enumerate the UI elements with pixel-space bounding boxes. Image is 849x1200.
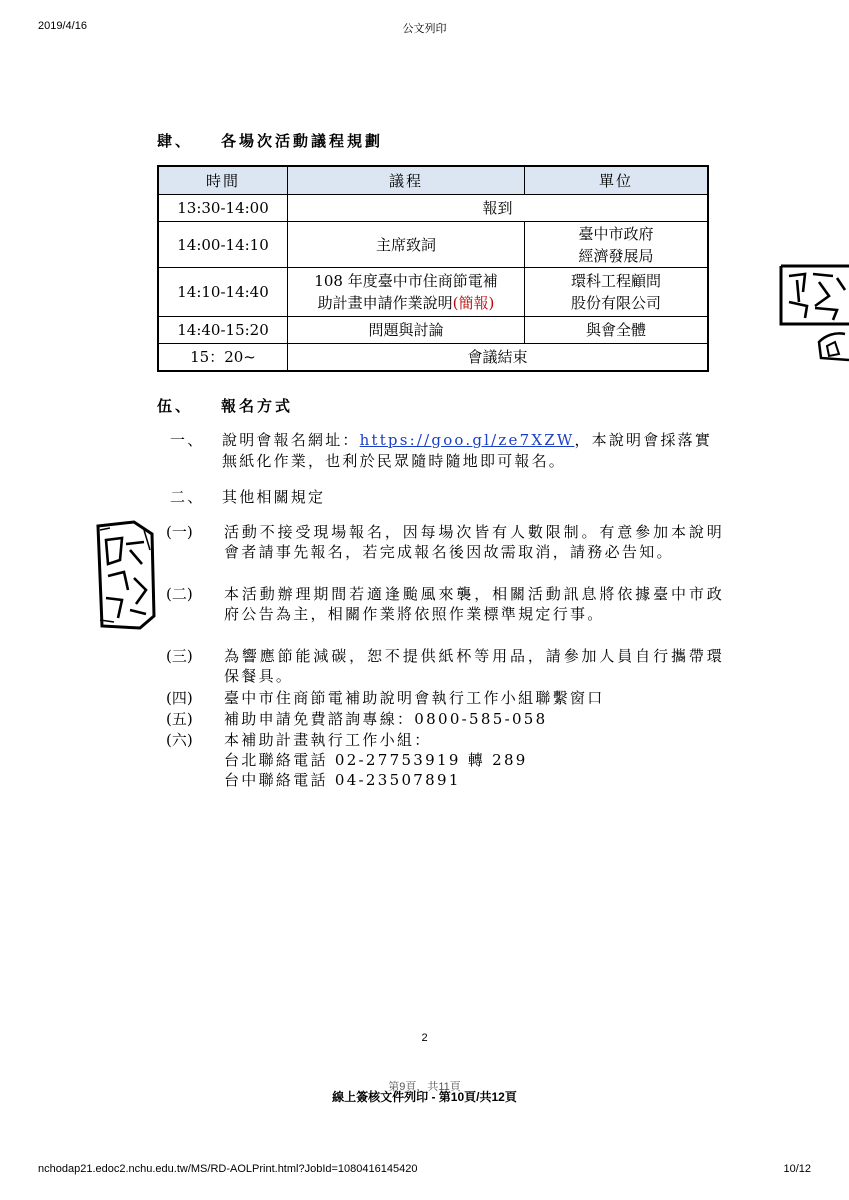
- header-date: 2019/4/16: [38, 20, 87, 32]
- table-header-row: [158, 166, 708, 195]
- row-agenda: [288, 268, 525, 317]
- list-item-label: (二): [166, 585, 193, 603]
- row-unit-line: 環科工程顧問: [570, 272, 661, 290]
- table-row: [158, 222, 708, 268]
- seal-stamp-left-icon: [94, 520, 156, 632]
- taichung-phone: 台中聯絡電話 04-23507891: [224, 771, 461, 789]
- list-item: [166, 730, 726, 792]
- header-unit: 單位: [525, 166, 709, 195]
- item-2-text: 其他相關規定: [222, 488, 326, 506]
- list-item-text: 本活動辦理期間若適逢颱風來襲，相關活動訊息將依據臺中市政府公告為主，相關作業將依照作業標準規定行事。: [224, 585, 724, 623]
- row-time: 14:40-15:20: [158, 317, 288, 344]
- section-5-heading: [157, 395, 293, 416]
- item-2-number: 二、: [170, 488, 205, 506]
- agenda-table: [157, 165, 709, 372]
- page-number: 2: [421, 1032, 428, 1044]
- item-1-prefix: 說明會報名網址：: [222, 431, 360, 449]
- list-item-label: (五): [166, 710, 193, 728]
- header-agenda: 議程: [288, 166, 525, 195]
- row-agenda-line: 108 年度臺中市住商節電補: [314, 272, 498, 290]
- seal-stamp-right-icon: [775, 262, 849, 362]
- list-item: [166, 646, 726, 688]
- table-row: [158, 195, 708, 222]
- row-unit-line: 臺中市政府: [578, 224, 654, 243]
- section-5-number: 伍、: [157, 397, 194, 415]
- row-time: 14:00-14:10: [158, 222, 288, 268]
- table-row: [158, 317, 708, 344]
- list-item: [166, 709, 726, 730]
- list-item: [166, 522, 726, 584]
- row-unit: [525, 222, 709, 268]
- list-item-text: 為響應節能減碳，恕不提供紙杯等用品，請參加人員自行攜帶環保餐具。: [224, 647, 724, 685]
- row-time: 14:10-14:40: [158, 268, 288, 317]
- row-agenda: 報到: [288, 195, 709, 222]
- item-1-line-1: [222, 430, 712, 450]
- briefing-highlight: (簡報): [452, 294, 495, 312]
- row-agenda-line: [288, 292, 524, 314]
- list-item-label: (六): [166, 731, 193, 749]
- list-item-text: 補助申請免費諮詢專線：0800-585-058: [224, 710, 548, 728]
- list-item-label: (四): [166, 689, 193, 707]
- row-time: 13:30-14:00: [158, 195, 288, 222]
- registration-link[interactable]: https://goo.gl/ze7XZW: [359, 431, 575, 449]
- list-item-text: 臺中市住商節電補助說明會執行工作小組聯繫窗口: [224, 689, 605, 707]
- footer-url: nchodap21.edoc2.nchu.edu.tw/MS/RD-AOLPrint.html?JobId=1080416145420: [38, 1163, 418, 1175]
- row-agenda-text: 助計畫申請作業說明: [317, 294, 453, 312]
- table-row: [158, 344, 708, 371]
- taipei-phone: 台北聯絡電話 02-27753919 轉 289: [224, 751, 528, 769]
- section-4-number: 肆、: [157, 132, 194, 150]
- list-item-text: 活動不接受現場報名，因每場次皆有人數限制。有意參加本說明會者請事先報名，若完成報名後因故需取消，請務必告知。: [224, 523, 724, 561]
- item-1-number: 一、: [170, 431, 205, 449]
- list-item: [166, 584, 726, 646]
- print-page-info-underlay: 第9頁，共11頁: [388, 1081, 461, 1093]
- row-agenda: 會議結束: [288, 344, 709, 371]
- item-1-line-2: 無紙化作業，也利於民眾隨時隨地即可報名。: [222, 452, 567, 470]
- row-time: 15：20~: [158, 344, 288, 371]
- section-4-title: 各場次活動議程規劃: [221, 132, 384, 150]
- row-unit-line: 股份有限公司: [570, 294, 661, 312]
- table-row: [158, 268, 708, 317]
- row-unit: 與會全體: [525, 317, 709, 344]
- header-time: 時間: [158, 166, 288, 195]
- list-item-text: [224, 730, 724, 790]
- row-unit-line: 經濟發展局: [578, 246, 654, 265]
- list-item-label: (三): [166, 647, 193, 665]
- list-item: [166, 688, 726, 709]
- section-5-title: 報名方式: [221, 397, 294, 415]
- row-agenda: 問題與討論: [288, 317, 525, 344]
- contact-heading: 本補助計畫執行工作小組：: [224, 731, 432, 749]
- header-title: 公文列印: [402, 23, 447, 35]
- list-item-label: (一): [166, 523, 193, 541]
- print-page-info: 線上簽核文件列印 - 第10頁/共12頁: [332, 1090, 517, 1104]
- item-1-text: ，本說明會採落實: [574, 431, 713, 449]
- row-agenda: 主席致詞: [288, 222, 525, 268]
- section-4-heading: [157, 130, 383, 151]
- footer-page: 10/12: [783, 1163, 811, 1175]
- row-unit: [525, 268, 709, 317]
